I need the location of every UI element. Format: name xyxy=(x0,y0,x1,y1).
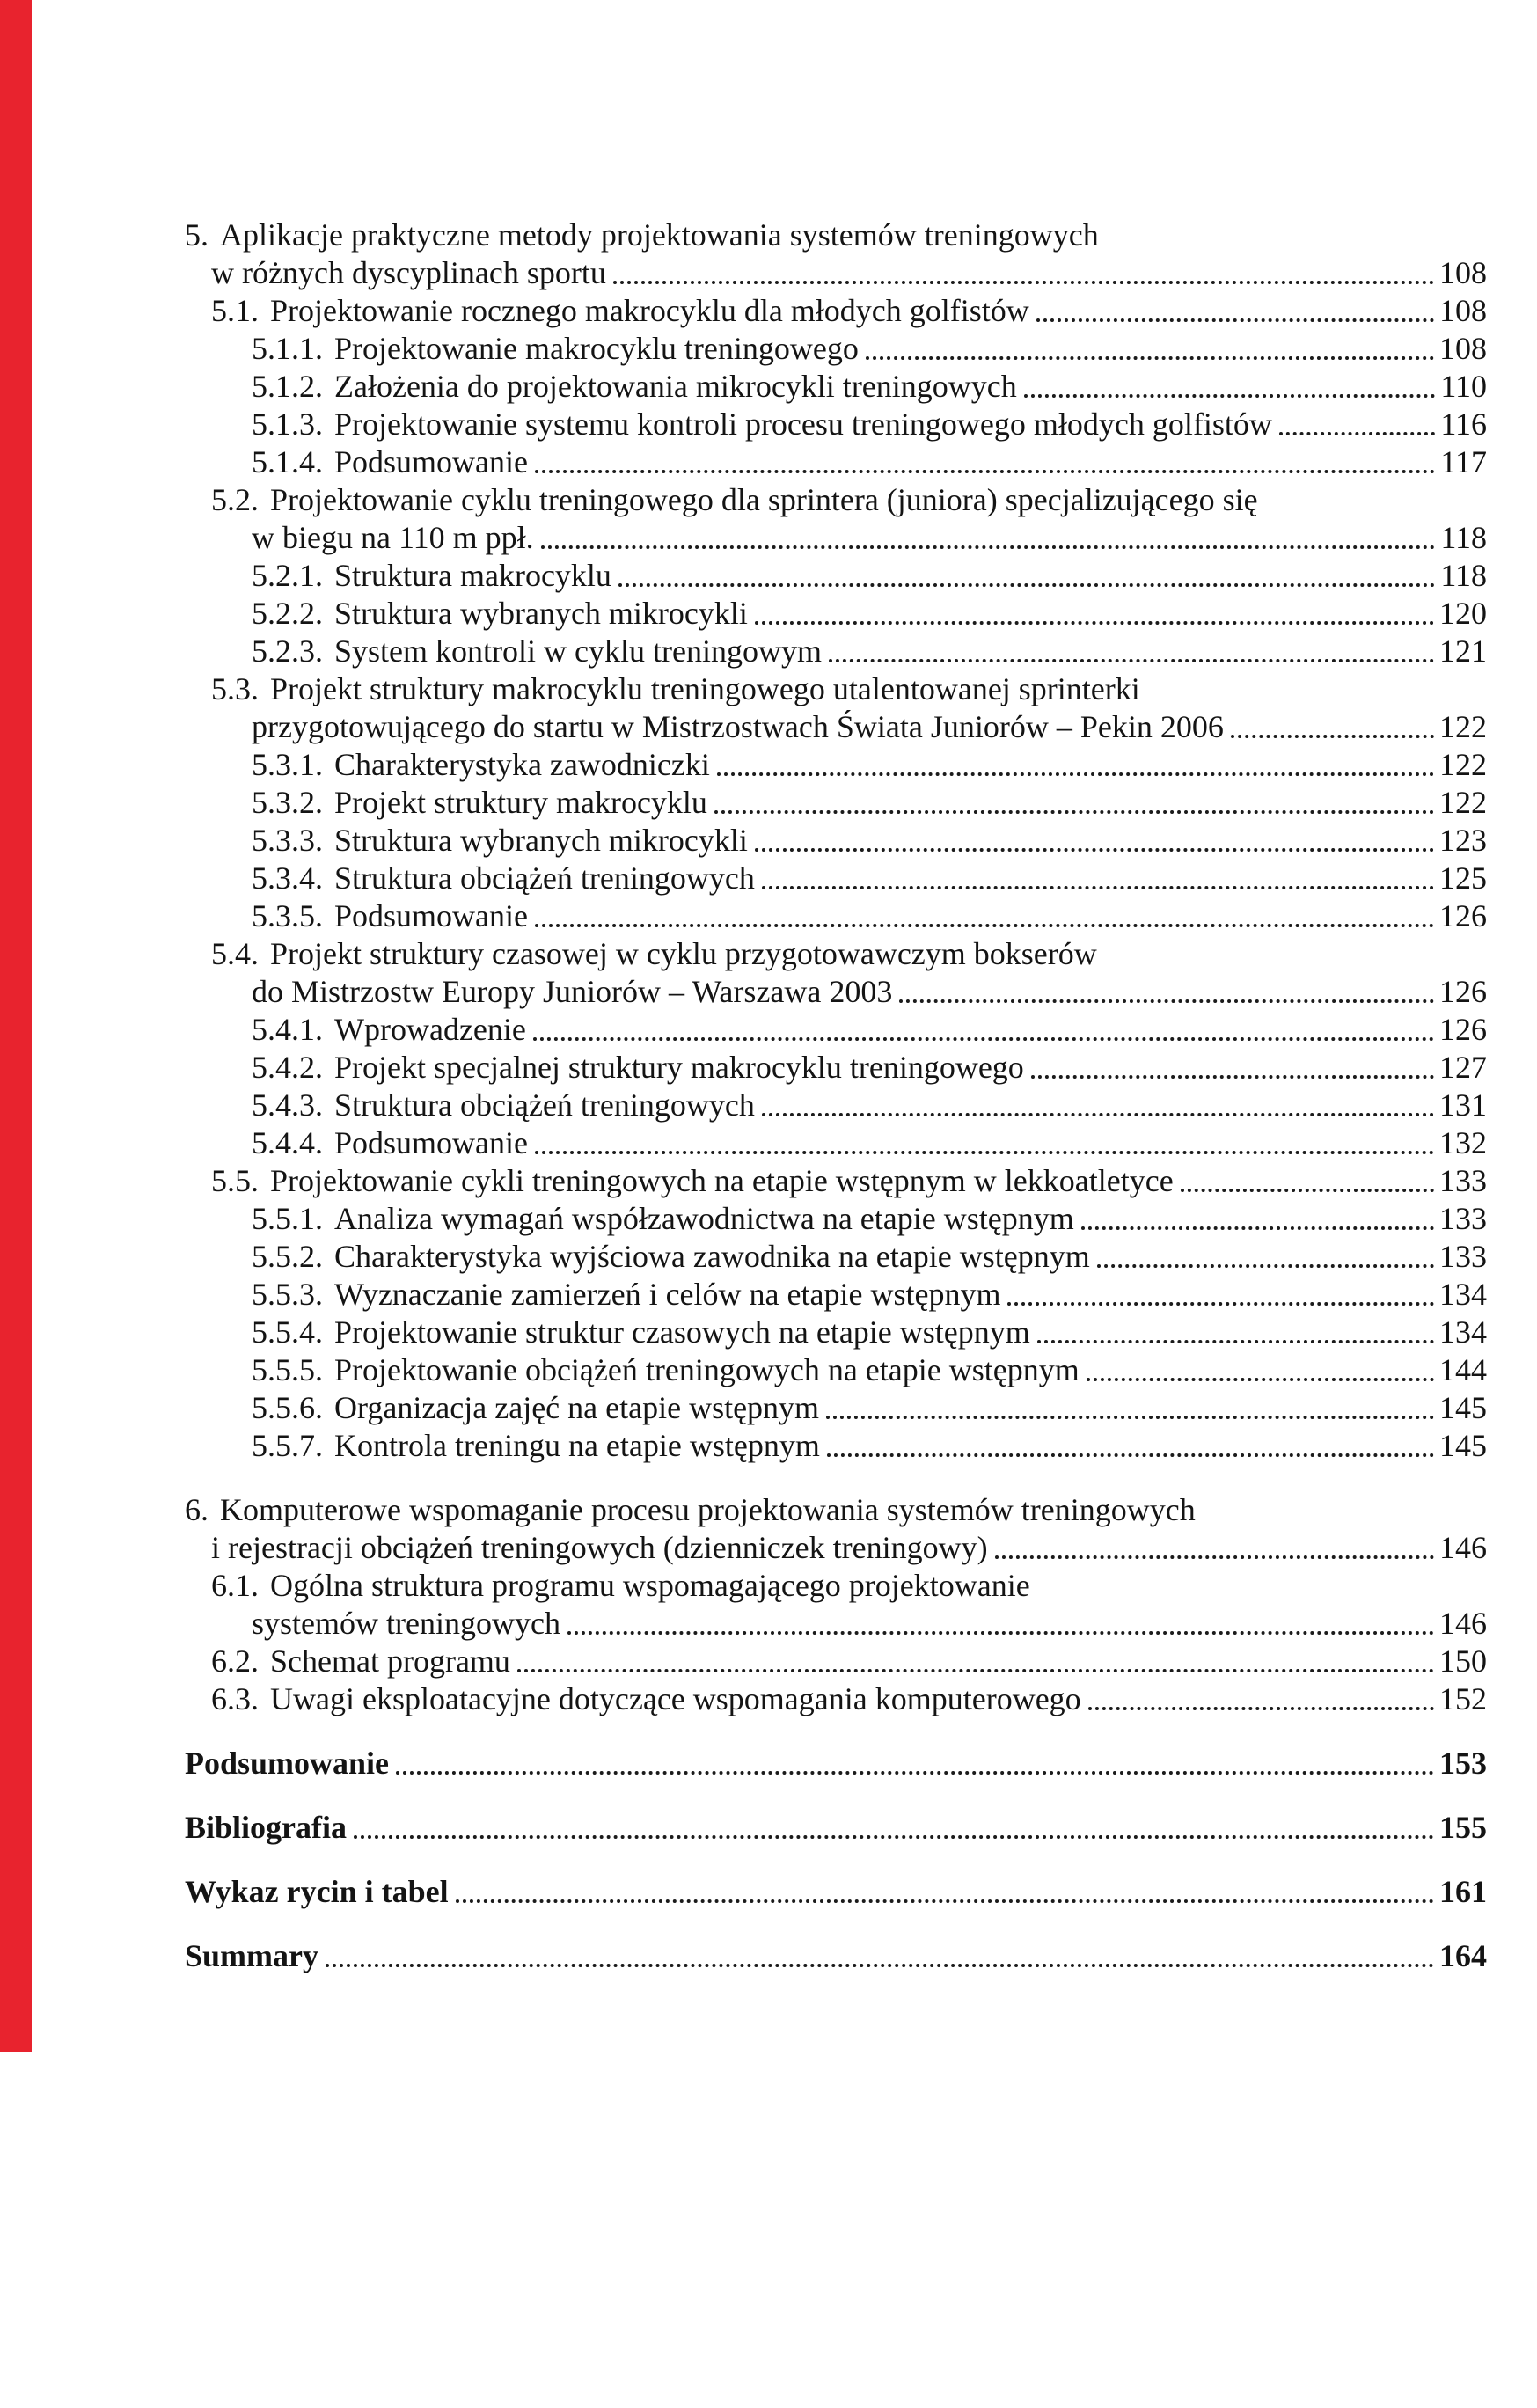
toc-entry-number: 5.1.4. xyxy=(252,444,323,479)
toc-row xyxy=(252,897,1537,935)
toc-entry-title: Projektowanie obciążeń treningowych na etapie wstępnym xyxy=(334,1352,1080,1387)
toc-entry-title: Organizacja zajęć na etapie wstępnym xyxy=(334,1390,820,1425)
page-number: 146 xyxy=(1439,1530,1487,1565)
toc-entry-number: 5.2.2. xyxy=(252,596,323,631)
page-number: 120 xyxy=(1439,596,1487,631)
toc-row xyxy=(185,216,1537,254)
page-number: 122 xyxy=(1439,709,1487,744)
toc-entry-title: Struktura obciążeń treningowych xyxy=(334,860,755,896)
page-number: 133 xyxy=(1439,1163,1487,1198)
toc-row xyxy=(252,708,1537,746)
dot-leader xyxy=(762,1113,1434,1116)
dot-leader xyxy=(535,470,1435,473)
page-number: 145 xyxy=(1439,1428,1487,1463)
toc-entry-number: 5.5.6. xyxy=(252,1390,323,1425)
toc-entry-title: Aplikacje praktyczne metody projektowania systemów treningowych xyxy=(220,217,1099,253)
toc-row xyxy=(252,1427,1537,1465)
toc-entry-title: Charakterystyka wyjściowa zawodnika na etapie wstępnym xyxy=(334,1239,1090,1274)
dot-leader xyxy=(829,659,1434,662)
toc-row xyxy=(252,1238,1537,1276)
dot-leader xyxy=(396,1771,1434,1775)
toc-row xyxy=(252,1087,1537,1124)
toc-entry-number: 5.4.3. xyxy=(252,1087,323,1123)
dot-leader xyxy=(827,1453,1434,1457)
toc-row xyxy=(252,633,1537,670)
toc-entry-title: Projektowanie struktur czasowych na etapie wstępnym xyxy=(334,1314,1030,1350)
toc-entry-title: Podsumowanie xyxy=(334,444,528,479)
toc-entry-number: 5.5.2. xyxy=(252,1239,323,1274)
dot-leader xyxy=(517,1669,1434,1672)
toc-entry-number: 5.3.1. xyxy=(252,747,323,782)
toc-row xyxy=(185,1873,1537,1911)
toc-entry-title: Podsumowanie xyxy=(185,1746,390,1781)
toc-row xyxy=(252,595,1537,633)
toc-row xyxy=(185,1745,1537,1782)
toc-row xyxy=(252,330,1537,368)
toc-entry-title: Bibliografia xyxy=(185,1810,348,1845)
toc-row xyxy=(252,1049,1537,1087)
page-number: 144 xyxy=(1439,1352,1487,1387)
page-number: 126 xyxy=(1439,898,1487,933)
toc-entry-number: 5.5.7. xyxy=(252,1428,323,1463)
toc-row xyxy=(252,784,1537,822)
toc-row xyxy=(252,443,1537,481)
page-number: 134 xyxy=(1439,1277,1487,1312)
toc-row xyxy=(211,1162,1537,1200)
dot-leader xyxy=(1036,318,1434,322)
toc-row xyxy=(185,1491,1537,1529)
dot-leader xyxy=(533,1037,1434,1041)
toc-entry-number: 5.1.2. xyxy=(252,369,323,404)
page-number: 131 xyxy=(1439,1087,1487,1123)
toc-entry-title: do Mistrzostw Europy Juniorów – Warszawa 2003 xyxy=(252,974,893,1009)
page-number: 121 xyxy=(1439,633,1487,669)
toc-entry-number: 5.2.3. xyxy=(252,633,323,669)
dot-leader xyxy=(535,1151,1434,1154)
toc-list xyxy=(0,216,1537,1975)
page-number: 117 xyxy=(1440,444,1487,479)
toc-entry-title: Ogólna struktura programu wspomagającego projektowanie xyxy=(270,1568,1030,1603)
toc-entry-title: Założenia do projektowania mikrocykli treningowych xyxy=(334,369,1017,404)
page-number: 126 xyxy=(1439,1012,1487,1047)
toc-row xyxy=(252,1351,1537,1389)
dot-leader xyxy=(899,999,1434,1003)
dot-leader xyxy=(1231,735,1434,738)
page-number: 153 xyxy=(1439,1746,1487,1781)
toc-entry-number: 5.5.4. xyxy=(252,1314,323,1350)
toc-row xyxy=(252,1200,1537,1238)
toc-entry-title: Komputerowe wspomaganie procesu projektowania systemów treningowych xyxy=(220,1492,1196,1527)
toc-entry-title: Podsumowanie xyxy=(334,898,528,933)
toc-row xyxy=(252,1276,1537,1314)
toc-entry-number: 5.4. xyxy=(211,936,259,971)
toc-entry-title: w różnych dyscyplinach sportu xyxy=(211,255,606,290)
dot-leader xyxy=(866,356,1434,360)
dot-leader xyxy=(1081,1226,1434,1230)
toc-row xyxy=(211,1680,1537,1718)
toc-row xyxy=(211,1567,1537,1605)
toc-entry-number: 6.3. xyxy=(211,1681,259,1716)
page-number: 116 xyxy=(1440,406,1487,442)
toc-entry-number: 5.1.1. xyxy=(252,331,323,366)
toc-entry-title: Charakterystyka zawodniczki xyxy=(334,747,710,782)
toc-entry-title: przygotowującego do startu w Mistrzostwach Świata Juniorów – Pekin 2006 xyxy=(252,709,1224,744)
toc-row xyxy=(185,1937,1537,1975)
page-number: 108 xyxy=(1439,255,1487,290)
toc-entry-number: 5.2. xyxy=(211,482,259,517)
toc-row xyxy=(252,1389,1537,1427)
toc-entry-title: Projektowanie systemu kontroli procesu treningowego młodych golfistów xyxy=(334,406,1272,442)
toc-entry-title: Projekt struktury makrocyklu treningowego utalentowanej sprinterki xyxy=(270,671,1140,706)
page-number: 161 xyxy=(1439,1874,1487,1909)
toc-entry-title: Summary xyxy=(185,1938,318,1973)
toc-row xyxy=(211,670,1537,708)
dot-leader xyxy=(326,1964,1434,1967)
toc-row xyxy=(252,368,1537,406)
toc-entry-title: Projektowanie makrocyklu treningowego xyxy=(334,331,859,366)
toc-row xyxy=(211,292,1537,330)
dot-leader xyxy=(1279,432,1435,435)
toc-row xyxy=(252,557,1537,595)
toc-entry-number: 5.1. xyxy=(211,293,259,328)
toc-entry-number: 5.5. xyxy=(211,1163,259,1198)
toc-row xyxy=(252,1124,1537,1162)
page-number: 155 xyxy=(1439,1810,1487,1845)
toc-entry-title: Projektowanie rocznego makrocyklu dla młodych golfistów xyxy=(270,293,1029,328)
dot-leader xyxy=(1181,1189,1434,1192)
toc-entry-number: 5.3.5. xyxy=(252,898,323,933)
toc-entry-number: 5.4.2. xyxy=(252,1050,323,1085)
dot-leader xyxy=(995,1555,1434,1559)
toc-entry-number: 6.2. xyxy=(211,1643,259,1679)
dot-leader xyxy=(1031,1075,1434,1079)
page-number: 108 xyxy=(1439,293,1487,328)
toc-entry-title: Struktura wybranych mikrocykli xyxy=(334,596,748,631)
dot-leader xyxy=(613,281,1434,284)
dot-leader xyxy=(618,583,1435,587)
dot-leader xyxy=(354,1835,1434,1839)
page-number: 122 xyxy=(1439,785,1487,820)
toc-row xyxy=(252,519,1537,557)
toc-row xyxy=(252,973,1537,1011)
toc-entry-title: Projektowanie cyklu treningowego dla sprintera (juniora) specjalizującego się xyxy=(270,482,1258,517)
dot-leader xyxy=(1024,394,1436,398)
toc-entry-number: 5.2.1. xyxy=(252,558,323,593)
page-number: 118 xyxy=(1440,520,1487,555)
toc-entry-title: Wykaz rycin i tabel xyxy=(185,1874,449,1909)
toc-entry-title: Schemat programu xyxy=(270,1643,510,1679)
page-number: 118 xyxy=(1440,558,1487,593)
dot-leader xyxy=(714,810,1434,814)
toc-entry-title: Uwagi eksploatacyjne dotyczące wspomagania komputerowego xyxy=(270,1681,1081,1716)
toc-entry-title: Struktura obciążeń treningowych xyxy=(334,1087,755,1123)
toc-entry-title: Analiza wymagań współzawodnictwa na etapie wstępnym xyxy=(334,1201,1074,1236)
toc-row xyxy=(211,254,1537,292)
dot-leader xyxy=(456,1899,1434,1903)
toc-entry-number: 5.4.4. xyxy=(252,1125,323,1160)
toc-entry-number: 5.3.3. xyxy=(252,823,323,858)
toc-row xyxy=(252,1605,1537,1643)
toc-entry-number: 5.3.4. xyxy=(252,860,323,896)
toc-entry-title: Wyznaczanie zamierzeń i celów na etapie wstępnym xyxy=(334,1277,1001,1312)
toc-row xyxy=(252,406,1537,443)
toc-row xyxy=(211,1529,1537,1567)
toc-entry-title: systemów treningowych xyxy=(252,1606,560,1641)
toc-row xyxy=(211,935,1537,973)
dot-leader xyxy=(535,924,1434,927)
toc-entry-title: Projekt struktury czasowej w cyklu przygotowawczym bokserów xyxy=(270,936,1097,971)
dot-leader xyxy=(1087,1378,1434,1381)
toc-entry-number: 6. xyxy=(185,1492,209,1527)
page-number: 126 xyxy=(1439,974,1487,1009)
page-number: 122 xyxy=(1439,747,1487,782)
dot-leader xyxy=(1088,1707,1434,1710)
toc-entry-number: 5.3. xyxy=(211,671,259,706)
toc-entry-number: 5. xyxy=(185,217,209,253)
page-number: 125 xyxy=(1439,860,1487,896)
toc-entry-title: Struktura wybranych mikrocykli xyxy=(334,823,748,858)
page-number: 152 xyxy=(1439,1681,1487,1716)
toc-entry-number: 6.1. xyxy=(211,1568,259,1603)
toc-entry-title: Projekt struktury makrocyklu xyxy=(334,785,707,820)
page-number: 146 xyxy=(1439,1606,1487,1641)
toc-entry-number: 5.1.3. xyxy=(252,406,323,442)
dot-leader xyxy=(541,545,1436,549)
dot-leader xyxy=(762,886,1434,889)
toc-entry-number: 5.5.1. xyxy=(252,1201,323,1236)
toc-entry-number: 5.4.1. xyxy=(252,1012,323,1047)
dot-leader xyxy=(826,1416,1434,1419)
toc-row xyxy=(252,860,1537,897)
toc-row xyxy=(252,1314,1537,1351)
page-number: 133 xyxy=(1439,1239,1487,1274)
page-number: 164 xyxy=(1439,1938,1487,1973)
dot-leader xyxy=(567,1631,1434,1635)
toc-entry-number: 5.5.5. xyxy=(252,1352,323,1387)
dot-leader xyxy=(755,848,1434,852)
dot-leader xyxy=(1037,1340,1434,1343)
page-number: 110 xyxy=(1440,369,1487,404)
toc-entry-title: Projektowanie cykli treningowych na etapie wstępnym w lekkoatletyce xyxy=(270,1163,1174,1198)
page-number: 145 xyxy=(1439,1390,1487,1425)
dot-leader xyxy=(1097,1264,1434,1268)
page-number: 123 xyxy=(1439,823,1487,858)
page-number: 150 xyxy=(1439,1643,1487,1679)
toc-row xyxy=(185,1809,1537,1847)
toc-entry-title: Kontrola treningu na etapie wstępnym xyxy=(334,1428,820,1463)
toc-row xyxy=(252,822,1537,860)
dot-leader xyxy=(1007,1302,1434,1306)
toc-entry-title: Projekt specjalnej struktury makrocyklu treningowego xyxy=(334,1050,1024,1085)
toc-row xyxy=(252,746,1537,784)
toc-entry-title: i rejestracji obciążeń treningowych (dzienniczek treningowy) xyxy=(211,1530,988,1565)
toc-row xyxy=(211,481,1537,519)
dot-leader xyxy=(755,621,1434,625)
toc-entry-number: 5.5.3. xyxy=(252,1277,323,1312)
toc-entry-title: Wprowadzenie xyxy=(334,1012,526,1047)
toc-entry-title: w biegu na 110 m ppł. xyxy=(252,520,534,555)
dot-leader xyxy=(717,772,1434,776)
page-number: 133 xyxy=(1439,1201,1487,1236)
toc-entry-title: Struktura makrocyklu xyxy=(334,558,611,593)
page-number: 134 xyxy=(1439,1314,1487,1350)
toc-row xyxy=(252,1011,1537,1049)
toc-entry-title: Podsumowanie xyxy=(334,1125,528,1160)
toc-entry-title: System kontroli w cyklu treningowym xyxy=(334,633,822,669)
toc-row xyxy=(211,1643,1537,1680)
toc-entry-number: 5.3.2. xyxy=(252,785,323,820)
page-number: 108 xyxy=(1439,331,1487,366)
page-number: 127 xyxy=(1439,1050,1487,1085)
page-number: 132 xyxy=(1439,1125,1487,1160)
